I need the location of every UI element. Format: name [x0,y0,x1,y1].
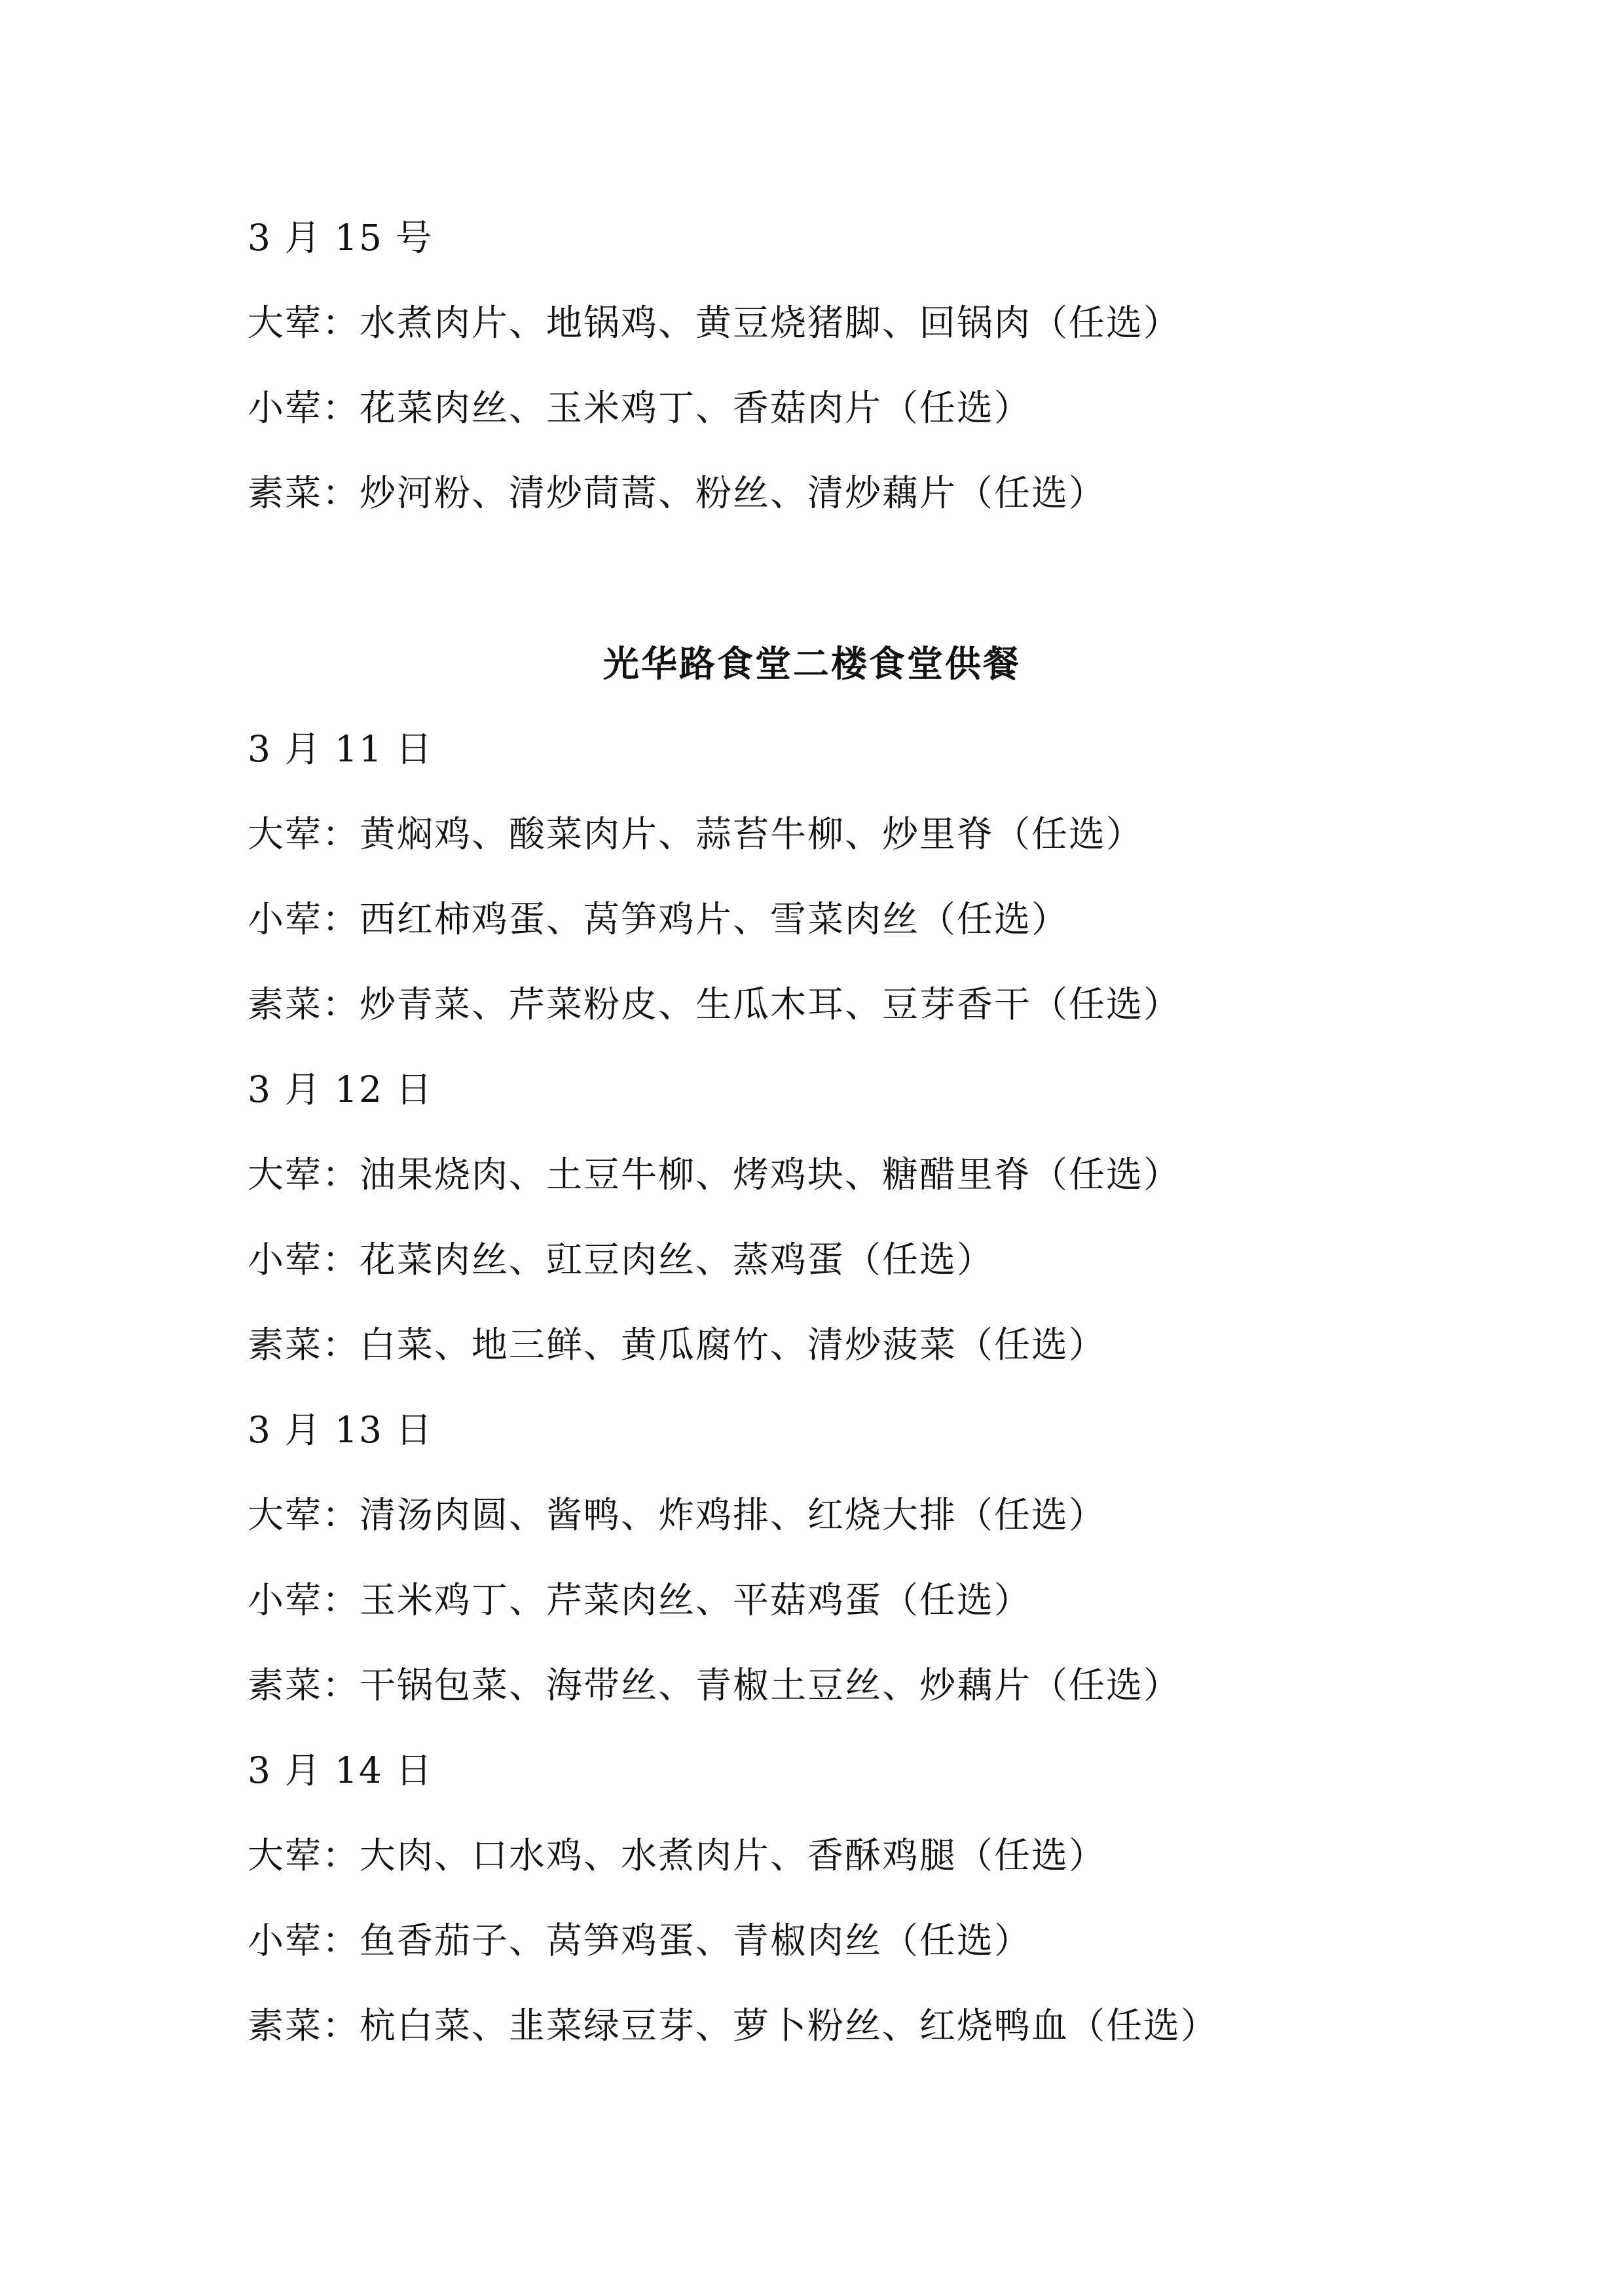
menu-su-cai-mar-13: 素菜：干锅包菜、海带丝、青椒土豆丝、炒藕片（任选） [248,1664,1181,1706]
menu-da-hun-mar-13: 大荤：清汤肉圆、酱鸭、炸鸡排、红烧大排（任选） [248,1494,1107,1536]
menu-da-hun-mar-15: 大荤：水煮肉片、地锅鸡、黄豆烧猪脚、回锅肉（任选） [248,302,1181,344]
menu-date-mar-15: 3 月 15 号 [248,217,434,259]
menu-date-mar-11: 3 月 11 日 [248,728,434,770]
menu-xiao-hun-mar-15: 小荤：花菜肉丝、玉米鸡丁、香菇肉片（任选） [248,387,1032,429]
menu-xiao-hun-mar-12: 小荤：花菜肉丝、豇豆肉丝、蒸鸡蛋（任选） [248,1239,995,1281]
menu-date-mar-13: 3 月 13 日 [248,1409,434,1451]
menu-su-cai-mar-15: 素菜：炒河粉、清炒茼蒿、粉丝、清炒藕片（任选） [248,472,1107,514]
menu-da-hun-mar-12: 大荤：油果烧肉、土豆牛柳、烤鸡块、糖醋里脊（任选） [248,1154,1181,1195]
menu-da-hun-mar-14: 大荤：大肉、口水鸡、水煮肉片、香酥鸡腿（任选） [248,1834,1107,1876]
menu-xiao-hun-mar-11: 小荤：西红柿鸡蛋、莴笋鸡片、雪菜肉丝（任选） [248,898,1069,940]
menu-su-cai-mar-12: 素菜：白菜、地三鲜、黄瓜腐竹、清炒菠菜（任选） [248,1324,1107,1366]
menu-date-mar-14: 3 月 14 日 [248,1749,434,1791]
menu-date-mar-12: 3 月 12 日 [248,1068,434,1110]
menu-su-cai-mar-14: 素菜：杭白菜、韭菜绿豆芽、萝卜粉丝、红烧鸭血（任选） [248,2005,1219,2047]
menu-xiao-hun-mar-13: 小荤：玉米鸡丁、芹菜肉丝、平菇鸡蛋（任选） [248,1579,1032,1621]
section-title-second-floor: 光华路食堂二楼食堂供餐 [602,642,1021,685]
menu-su-cai-mar-11: 素菜：炒青菜、芹菜粉皮、生瓜木耳、豆芽香干（任选） [248,983,1181,1025]
menu-xiao-hun-mar-14: 小荤：鱼香茄子、莴笋鸡蛋、青椒肉丝（任选） [248,1920,1032,1961]
menu-da-hun-mar-11: 大荤：黄焖鸡、酸菜肉片、蒜苔牛柳、炒里脊（任选） [248,813,1144,855]
